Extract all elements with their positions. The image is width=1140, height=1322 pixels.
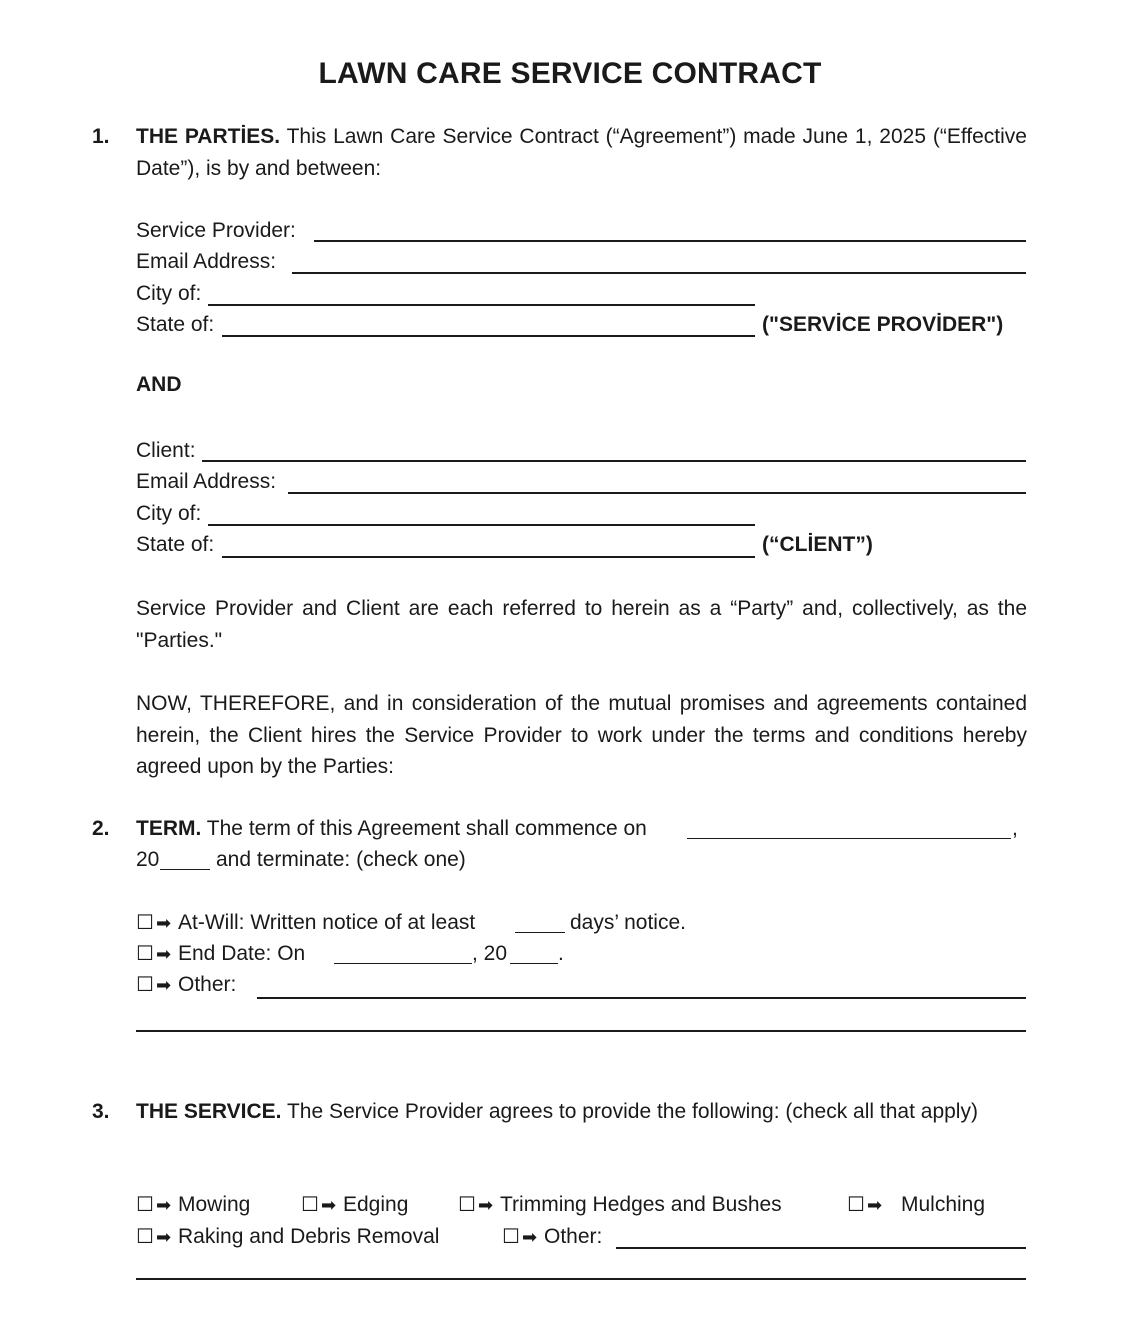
client-email-input[interactable] <box>288 492 1026 494</box>
end-date-label: End Date: On <box>178 942 306 965</box>
provider-name-label: Service Provider: <box>136 219 296 242</box>
arrow-right-icon: ➡ <box>156 1195 172 1215</box>
provider-city-label: City of: <box>136 282 202 305</box>
provider-email-input[interactable] <box>292 272 1026 274</box>
arrow-right-icon: ➡ <box>522 1227 538 1247</box>
term-year-prefix: 20 <box>136 848 160 871</box>
term-after-year: and terminate: (check one) <box>216 848 466 871</box>
service-text: The Service Provider agrees to provide the following: (check all that apply) <box>286 1100 978 1123</box>
mowing-label: Mowing <box>178 1193 251 1216</box>
arrow-right-icon: ➡ <box>156 913 172 933</box>
service-paragraph <box>136 1096 1027 1128</box>
term-option-end-date <box>136 939 305 969</box>
service-option-other <box>502 1222 602 1252</box>
client-city-input[interactable] <box>208 524 755 526</box>
arrow-right-icon: ➡ <box>478 1195 494 1215</box>
service-option-edging <box>301 1190 408 1220</box>
service-other-checkbox[interactable]: ☐ <box>502 1226 520 1248</box>
parties-text: This Lawn Care Service Contract (“Agreement”) made June 1, 2025 (“Effective Date”), is by and between: <box>136 125 1027 180</box>
service-other-input[interactable] <box>616 1247 1026 1249</box>
term-line-1 <box>136 814 647 844</box>
term-option-other <box>136 970 236 1000</box>
section-2-number: 2. <box>92 817 110 840</box>
parties-heading: THE PARTİES. <box>136 125 281 148</box>
term-other-checkbox[interactable]: ☐ <box>136 974 154 996</box>
end-date-period: . <box>558 942 564 965</box>
service-option-mowing <box>136 1190 250 1220</box>
client-email-label: Email Address: <box>136 470 277 493</box>
document-title: LAWN CARE SERVICE CONTRACT <box>318 57 822 90</box>
edging-label: Edging <box>343 1193 409 1216</box>
arrow-right-icon: ➡ <box>156 944 172 964</box>
provider-state-label: State of: <box>136 313 215 336</box>
arrow-right-icon: ➡ <box>867 1195 883 1215</box>
section-3-number: 3. <box>92 1100 110 1123</box>
mulching-label: Mulching <box>901 1193 986 1216</box>
service-option-mulching <box>847 1190 985 1220</box>
provider-city-input[interactable] <box>208 304 755 306</box>
at-will-checkbox[interactable]: ☐ <box>136 912 154 934</box>
term-option-at-will <box>136 908 475 938</box>
end-date-year-prefix: , 20 <box>472 942 508 965</box>
service-provider-tag: ("SERVİCE PROVİDER") <box>762 313 1004 336</box>
end-date-checkbox[interactable]: ☐ <box>136 943 154 965</box>
raking-label: Raking and Debris Removal <box>178 1225 440 1248</box>
at-will-days-input[interactable] <box>515 932 565 933</box>
provider-state-input[interactable] <box>222 335 755 337</box>
client-state-label: State of: <box>136 533 215 556</box>
section-1-number: 1. <box>92 125 110 148</box>
term-other-label: Other: <box>178 973 237 996</box>
provider-name-input[interactable] <box>314 240 1026 242</box>
client-tag: (“CLİENT”) <box>762 533 873 556</box>
mulching-checkbox[interactable]: ☐ <box>847 1194 865 1216</box>
service-other-input-line-2[interactable] <box>136 1278 1026 1280</box>
term-heading: TERM. <box>136 817 202 840</box>
at-will-label: At-Will: Written notice of at least <box>178 911 476 934</box>
client-name-input[interactable] <box>202 460 1026 462</box>
arrow-right-icon: ➡ <box>156 1227 172 1247</box>
provider-email-label: Email Address: <box>136 250 277 273</box>
client-city-label: City of: <box>136 502 202 525</box>
and-label: AND <box>136 373 182 396</box>
raking-checkbox[interactable]: ☐ <box>136 1226 154 1248</box>
service-other-label: Other: <box>544 1225 603 1248</box>
service-option-trimming <box>458 1190 782 1220</box>
term-other-input-line-2[interactable] <box>136 1030 1026 1032</box>
term-comma: , <box>1012 817 1018 840</box>
term-text: The term of this Agreement shall commence on <box>206 817 647 840</box>
term-other-input[interactable] <box>257 997 1026 999</box>
edging-checkbox[interactable]: ☐ <box>301 1194 319 1216</box>
arrow-right-icon: ➡ <box>321 1195 337 1215</box>
term-start-date-input[interactable] <box>687 838 1011 839</box>
trimming-label: Trimming Hedges and Bushes <box>500 1193 782 1216</box>
consideration-paragraph: NOW, THEREFORE, and in consideration of the mutual promises and agreements contained herein, the Client hires the Service Provider to work under the terms and conditions hereby agreed upon by the Parties: <box>136 692 1027 778</box>
end-date-input[interactable] <box>334 963 472 964</box>
parties-paragraph <box>136 121 1027 184</box>
service-heading: THE SERVICE. <box>136 1100 282 1123</box>
trimming-checkbox[interactable]: ☐ <box>458 1194 476 1216</box>
party-definition-paragraph: Service Provider and Client are each referred to herein as a “Party” and, collectively, as the "Parties." <box>136 597 1027 652</box>
service-option-raking <box>136 1222 439 1252</box>
term-start-year-input[interactable] <box>160 869 210 870</box>
arrow-right-icon: ➡ <box>156 975 172 995</box>
client-name-label: Client: <box>136 439 196 462</box>
mowing-checkbox[interactable]: ☐ <box>136 1194 154 1216</box>
end-date-year-input[interactable] <box>510 963 558 964</box>
at-will-suffix: days’ notice. <box>570 911 686 934</box>
client-state-input[interactable] <box>222 556 755 558</box>
